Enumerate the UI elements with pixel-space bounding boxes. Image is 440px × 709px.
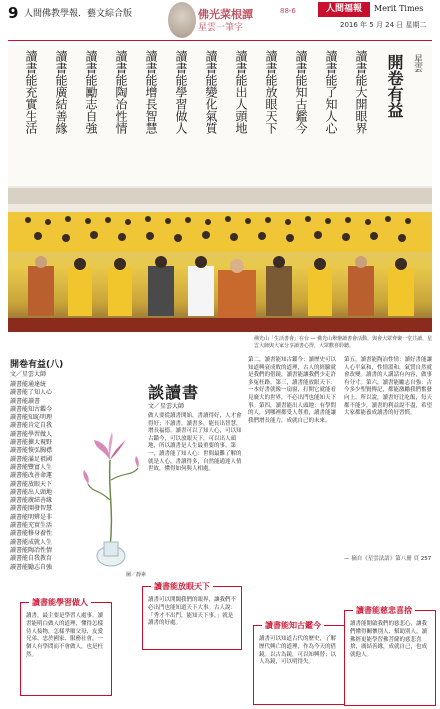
callout-text: 讀書能開啟我們的慈悲心，讓我們懂得關懷別人、幫助別人。讀佛經更能學習佛菩薩的慈悲喜捨，廣結善緣，成就自己，也成就他人。 [350, 621, 428, 659]
sidebar-list-item: 讀書能擴大視野 [10, 439, 53, 447]
sidebar-list-item: 讀書能恢弘胸襟 [10, 447, 53, 455]
article-column-2: 第二，讀書能知古鑑今：讀歷史可以知道興衰成敗的道理，古人的經驗就是我們的借鏡，讀書能讓我們少走許多冤枉路。第三，讀書能放眼天下：一本好書就像一扇窗，打開它就能看見廣大的世界，不必出門也能知天下事。第四，讀書能出人頭地：有學問的人，到哪裡都受人尊重，讀書能讓我們增長能力，成就自己的未來。 [248, 357, 337, 424]
photo-caption: 佛光山「生活書會」在台 — 佛光山舉辦讀書會活動，與會大眾齊聚一堂共讀，星雲大師與大家分享讀書心得，大眾歡喜聆聽。 [254, 336, 433, 349]
calligraphy-line: 讀書能充實生活 [24, 50, 38, 134]
callout-box-learn-conduct [20, 598, 112, 696]
sidebar-list-item: 讀書能放眼天下 [10, 480, 53, 488]
sidebar-list-item: 讀書能改善命運 [10, 472, 53, 480]
sidebar-list-item: 讀書能修身養性 [10, 530, 53, 538]
sidebar-author: 文／星雲大師 [10, 371, 47, 378]
callout-box-world-view [142, 582, 242, 650]
calligraphy-line: 讀書能變化氣質 [204, 50, 218, 134]
calligraphy-line: 讀書能學習做人 [174, 50, 188, 134]
sidebar-list-item: 讀書能開發智慧 [10, 505, 53, 513]
sidebar-list-item: 讀書能知恥明理 [10, 414, 53, 422]
callout-box-history [253, 621, 345, 705]
calligraphy-line: 讀書能廣結善緣 [54, 50, 68, 134]
calligraphy-banner [8, 46, 432, 186]
sidebar-list-item: 讀書能自我教育 [10, 555, 53, 563]
sidebar-list-item: 讀書能出人頭地 [10, 488, 53, 496]
callout-text: 讀書可以知道古代的歷史，了解歷代興亡的道理，作為今天的借鏡。以古為鏡，可以知興替；以人為鏡，可以明得失。 [259, 636, 337, 666]
sidebar-list [10, 381, 68, 572]
crowd-illustration [8, 186, 432, 332]
flower-illustration [80, 430, 142, 570]
lily-icon [80, 430, 142, 570]
column-subtitle: 星雲一筆字 [198, 23, 244, 33]
article-title: 談讀書 [148, 383, 200, 402]
illustration-caption: 圖／靜素 [126, 572, 147, 578]
callout-box-compassion [344, 606, 436, 706]
calligraphy-line: 讀書能勵志自強 [84, 50, 98, 134]
article-source: — 摘自《星雲法語》第八冊 頁 257 [344, 556, 432, 562]
calligraphy-title: 開卷有益 [385, 54, 404, 118]
sidebar-list-item: 讀書能了知人心 [10, 389, 53, 397]
calligraphy-line: 讀書能出人頭地 [234, 50, 248, 134]
callout-text: 讀書可以開闊我們的眼界，讓我們不必出門也能知道天下大事。古人說：「秀才不出門，能知天下事。」就是讀書的好處。 [148, 597, 237, 627]
article-author: 文／星雲大師 [148, 403, 185, 410]
calligraphy-signature: 星雲 [412, 54, 422, 72]
callout-text: 讀書，最主要是學習人處事。讀書能明白做人的道理，懂得怎樣待人接物，怎樣孝順父母、友愛兄弟、忠於國家、服務社會。一個人有學問而不會做人，也是枉然。 [26, 613, 104, 658]
sidebar-list-item: 讀書能廣結善緣 [10, 497, 53, 505]
calligraphy-line: 讀書能增長智慧 [144, 50, 158, 134]
sidebar-list-item: 讀書能讀書 [10, 397, 41, 405]
calligraphy-line: 讀書能知古鑑今 [294, 50, 308, 134]
calligraphy-line: 讀書能大開眼界 [354, 50, 368, 134]
callout-title: 讀書能慈悲喜捨 [353, 605, 415, 616]
sidebar-list-item: 讀書能明辨是非 [10, 513, 53, 521]
section-title: 人間佛教學報．藝文綜合版 [24, 9, 133, 19]
newspaper-logo-en: Merit Times [374, 4, 424, 13]
page-number: 9 [8, 4, 19, 22]
issue-date: 2016 年 5 月 24 日 星期二 [340, 21, 427, 29]
sidebar-list-item: 讀書能通達統 [10, 381, 47, 388]
article-column-3: 第五，讀書能陶冶性情：讀好書能讓人心平氣和，性情溫和，氣質自然就會改變。讀書的人講話有內容，做事有分寸。第六，讀書能勵志自強：古今多少聖賢傳記，都能激勵我們奮發向上。所以說，讀書好比吃飯，每天都不能少，讀書的利益說不盡，希望大家都能養成讀書的好習慣。 [344, 357, 433, 417]
sidebar-list-item: 讀書能滿足祖國 [10, 455, 53, 463]
calligraphy-line: 讀書能放眼天下 [264, 50, 278, 134]
newspaper-logo: 人間福報 [318, 2, 370, 17]
callout-title: 讀書能放眼天下 [151, 581, 213, 592]
sidebar-list-item: 讀書能學習做人 [10, 430, 53, 438]
article-column-1: 做人要從讀書開始，書讀得好，人才會得好；不讀書，讀書多，能長出智慧，增長福德。讀書可以了知人心，可以知古鑑今，可以放眼天下，可以出人頭地，所以讀書是人生最重要的事。第一，讀書能了知人心：世間最難了解的就是人心，書讀得多，自然能通達人情世故，懂得如何與人相處。 [148, 413, 242, 473]
sidebar-list-item: 讀書能肯定自我 [10, 422, 53, 430]
calligraphy-line: 讀書能陶冶性情 [114, 50, 128, 134]
author-portrait [168, 2, 196, 38]
header-rule [8, 40, 432, 41]
sidebar-list-item: 讀書能成就人生 [10, 538, 53, 546]
calligraphy-line: 讀書能了知人心 [324, 50, 338, 134]
event-photo [8, 186, 432, 332]
sidebar-title: 開卷有益(八) [10, 360, 64, 370]
sidebar-list-item: 讀書能知古鑑今 [10, 405, 53, 413]
column-title: 佛光菜根譚 [198, 8, 253, 21]
callout-title: 讀書能知古鑑今 [262, 620, 324, 631]
sidebar-list-item: 讀書能勵志自強 [10, 563, 53, 571]
column-number: 88-6 [280, 7, 296, 15]
callout-title: 讀書能學習做人 [29, 597, 91, 608]
sidebar-list-item: 讀書能豐富人生 [10, 463, 53, 471]
sidebar-list-item: 讀書能陶冶性情 [10, 546, 53, 554]
sidebar-list-item: 讀書能充實生活 [10, 522, 53, 530]
